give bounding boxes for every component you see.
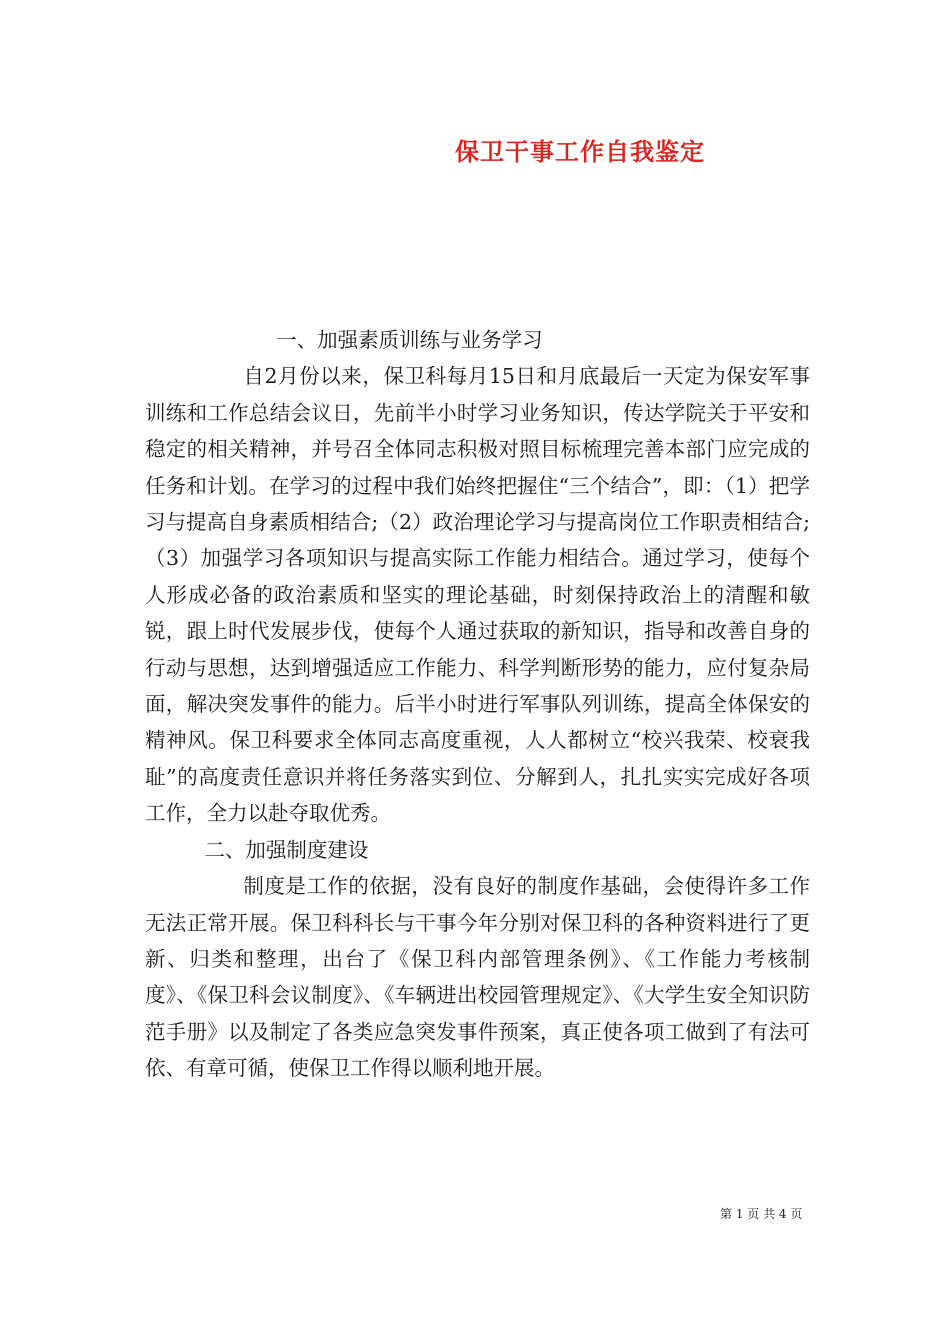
section-2-heading: 二、加强制度建设 bbox=[204, 837, 369, 862]
section-1-heading: 一、加强素质训练与业务学习 bbox=[276, 328, 543, 352]
section-2-paragraph: 制度是工作的依据，没有良好的制度作基础，会使得许多工作无法正常开展。保卫科科长与干事今年分别对保卫科的各种资料进行了更新、归类和整理，出台了《保卫科内部管理条例》、《工作能力考核制度》、《保卫科会议制度》、《车辆进出校园管理规定》、《大学生安全知识防范手册》以及制定了各类应急突发事件预案，真正使各项工做到了有法可依、有章可循，使保卫工作得以顺利地开展。 bbox=[145, 874, 810, 1081]
document-title: 保卫干事工作自我鉴定 bbox=[455, 137, 705, 166]
section-1-paragraph: 自2月份以来，保卫科每月15日和月底最后一天定为保安军事训练和工作总结会议日，先前半小时学习业务知识，传达学院关于平安和稳定的相关精神，并号召全体同志积极对照目标梳理完善本部门应完成的任务和计划。在学习的过程中我们始终把握住“三个结合”，即：（1）把学习与提高自身素质相结合;（2）政治理论学习与提高岗位工作职责相结合;（3）加强学习各项知识与提高实际工作能力相结合。通过学习，使每个人形成必备的政治素质和坚实的理论基础，时刻保持政治上的清醒和敏锐，跟上时代发展步伐，使每个人通过获取的新知识，指导和改善自身的行动与思想，达到增强适应工作能力、科学判断形势的能力，应付复杂局面，解决突发事件的能力。后半小时进行军事队列训练，提高全体保安的精神风。保卫科要求全体同志高度重视，人人都树立“校兴我荣、校衰我耻”的高度责任意识并将任务落实到位、分解到人，扎扎实实完成好各项工作，全力以赴夺取优秀。 bbox=[145, 364, 810, 826]
document-body bbox=[145, 322, 810, 1087]
page-number: 第 1 页 共 4 页 bbox=[720, 1207, 803, 1221]
